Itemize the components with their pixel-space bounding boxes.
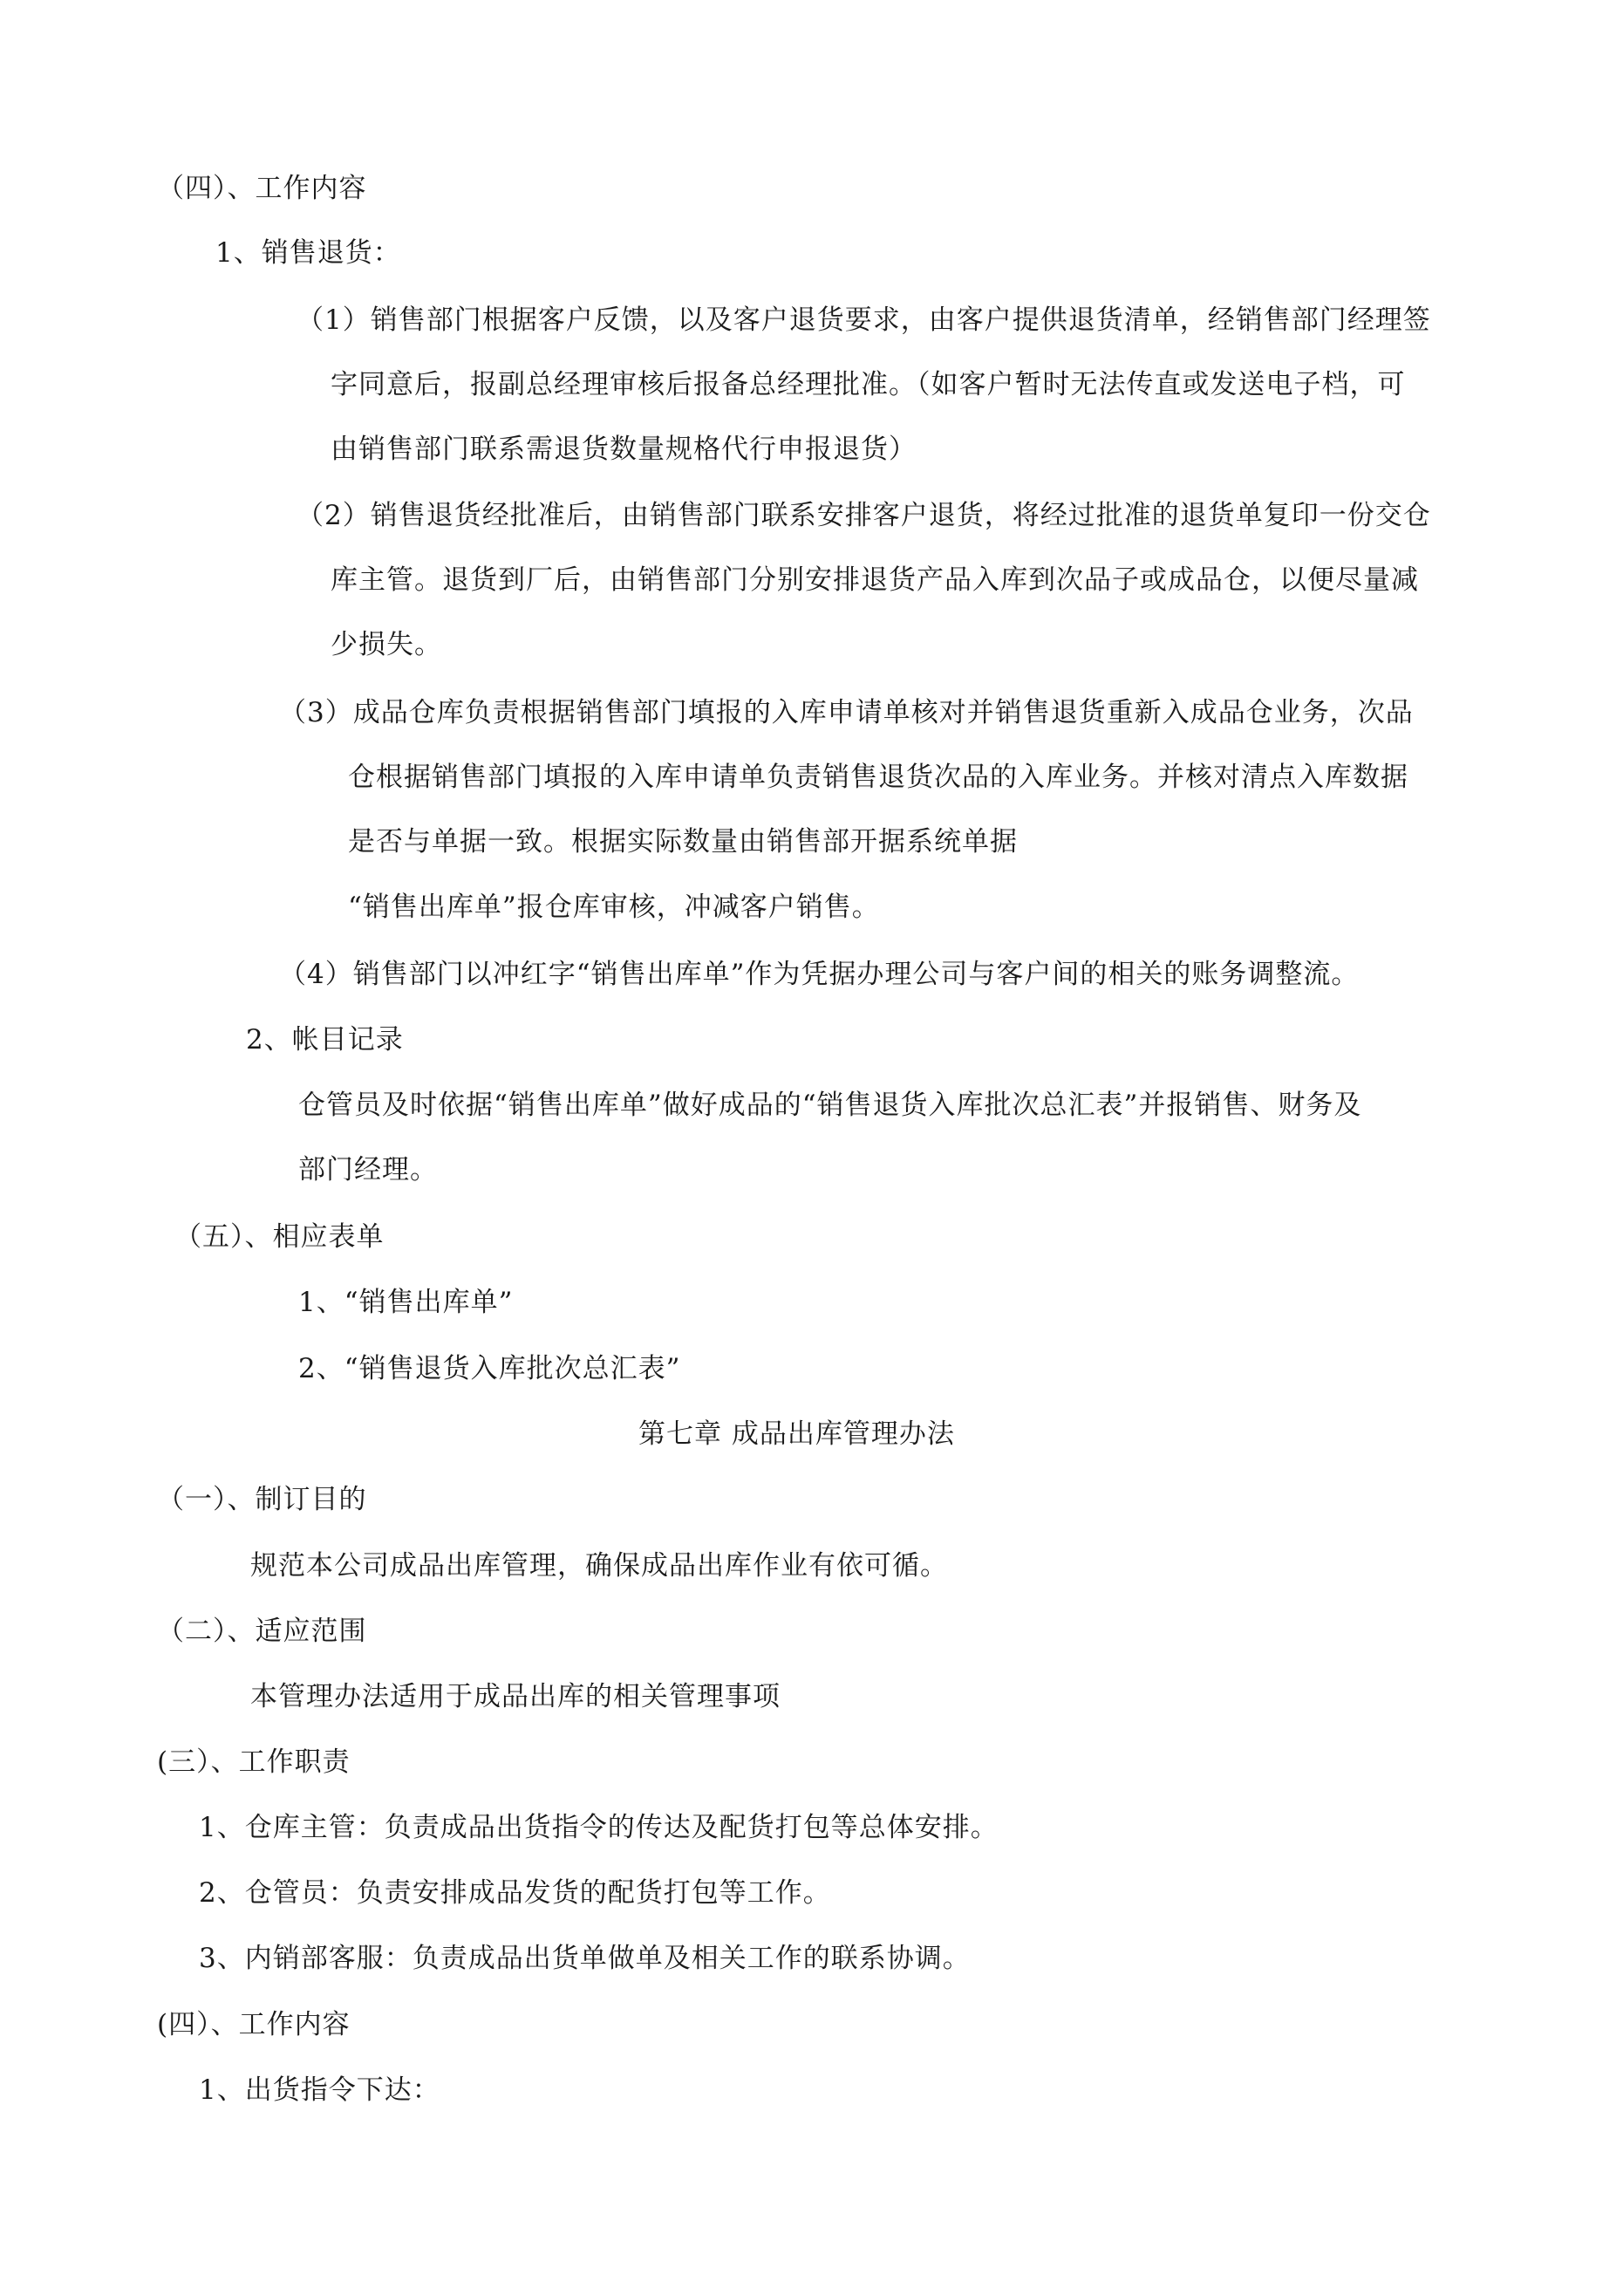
paragraph-line: 规范本公司成品出库管理，确保成品出库作业有依可循。 <box>250 1550 948 1582</box>
paragraph-line: 仓管员及时依据“销售出库单”做好成品的“销售退货入库批次总汇表”并报销售、财务及 <box>298 1090 1362 1121</box>
item-heading: 1、出货指令下达： <box>199 2074 440 2106</box>
form-list-item: 2、“销售退货入库批次总汇表” <box>298 1353 681 1384</box>
section-heading: （二）、适应范围 <box>157 1616 367 1647</box>
chapter-title: 第七章 成品出库管理办法 <box>638 1418 955 1450</box>
paragraph-line: 少损失。 <box>331 629 442 660</box>
paragraph-line: 本管理办法适用于成品出库的相关管理事项 <box>250 1681 781 1712</box>
section-heading: （五）、相应表单 <box>174 1221 385 1253</box>
duty-item: 2、仓管员：负责安排成品发货的配货打包等工作。 <box>199 1877 831 1909</box>
paragraph-line: 库主管。退货到厂后，由销售部门分别安排退货产品入库到次品子或成品仓，以便尽量减 <box>331 564 1419 596</box>
section-heading: (四）、工作内容 <box>157 2009 351 2040</box>
paragraph-line: 部门经理。 <box>298 1154 438 1186</box>
paragraph-line: （4）销售部门以冲红字“销售出库单”作为凭据办理公司与客户间的相关的账务调整流。 <box>279 959 1360 990</box>
section-heading: (三）、工作职责 <box>157 1746 351 1778</box>
paragraph-line: “销售出库单”报仓库审核，冲减客户销售。 <box>348 892 880 923</box>
item-heading: 2、帐目记录 <box>246 1024 404 1056</box>
paragraph-line: （2）销售退货经批准后，由销售部门联系安排客户退货，将经过批准的退货单复印一份交仓 <box>297 500 1431 531</box>
paragraph-line: 仓根据销售部门填报的入库申请单负责销售退货次品的入库业务。并核对清点入库数据 <box>348 762 1408 793</box>
section-heading: （四）、工作内容 <box>157 173 367 204</box>
section-heading: （一）、制订目的 <box>157 1484 367 1515</box>
paragraph-line: 是否与单据一致。根据实际数量由销售部开据系统单据 <box>348 826 1018 858</box>
duty-item: 3、内销部客服：负责成品出货单做单及相关工作的联系协调。 <box>199 1943 971 1974</box>
paragraph-line: 由销售部门联系需退货数量规格代行申报退货） <box>331 434 917 465</box>
item-heading: 1、销售退货： <box>215 237 401 269</box>
paragraph-line: 字同意后，报副总经理审核后报备总经理批准。（如客户暂时无法传直或发送电子档，可 <box>331 369 1406 400</box>
duty-item: 1、仓库主管：负责成品出货指令的传达及配货打包等总体安排。 <box>199 1812 999 1843</box>
paragraph-line: （1）销售部门根据客户反馈，以及客户退货要求，由客户提供退货清单，经销售部门经理签 <box>297 304 1431 336</box>
paragraph-line: （3）成品仓库负责根据销售部门填报的入库申请单核对并销售退货重新入成品仓业务，次品 <box>279 697 1414 728</box>
form-list-item: 1、“销售出库单” <box>298 1287 514 1318</box>
